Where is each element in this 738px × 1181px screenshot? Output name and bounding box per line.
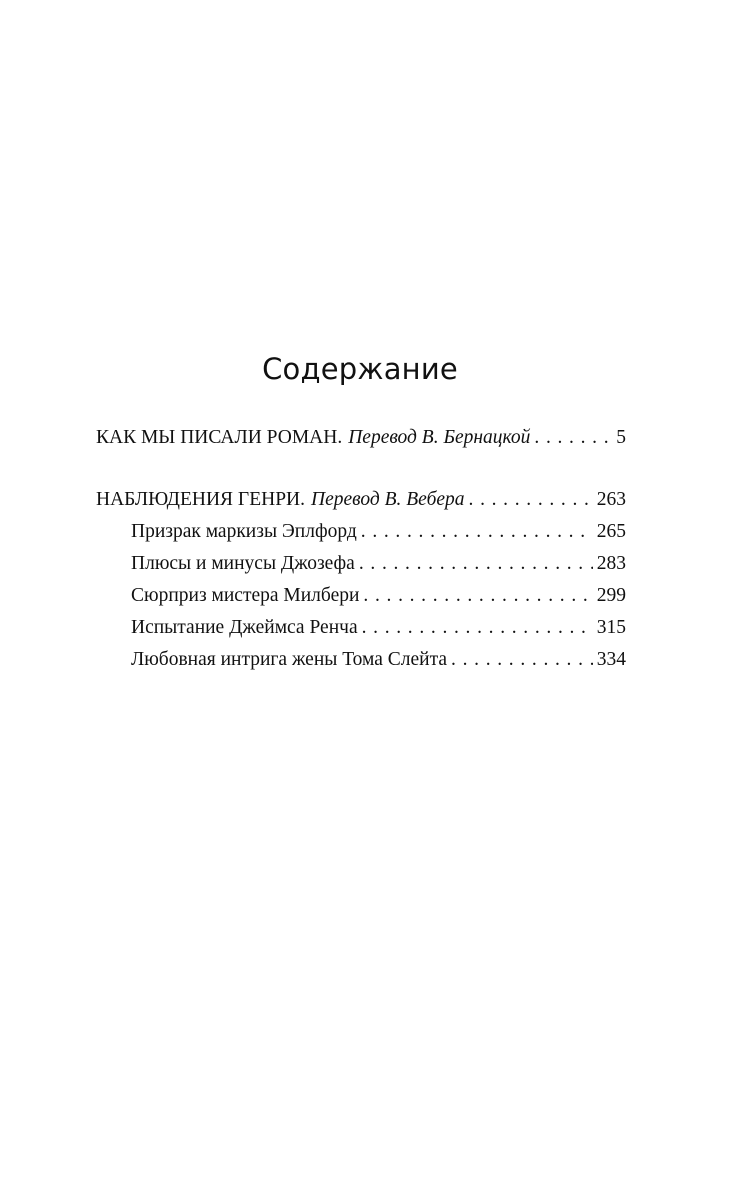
page-number: 315: [596, 617, 626, 638]
entry-title: Сюрприз мистера Милбери: [131, 585, 360, 606]
dot-leader: [469, 484, 593, 516]
page-number: 299: [596, 585, 626, 606]
table-of-contents: [96, 422, 626, 676]
dot-leader: [361, 516, 593, 548]
page-title: Содержание: [262, 352, 458, 386]
toc-subentry: [96, 580, 626, 612]
entry-title: Призрак маркизы Эплфорд: [131, 521, 357, 542]
toc-subentry: [96, 644, 626, 676]
toc-subentry: [96, 516, 626, 548]
dot-leader: [359, 548, 593, 580]
page-number: 334: [596, 649, 626, 670]
page-number: 283: [596, 553, 626, 574]
toc-subentry: [96, 612, 626, 644]
entry-title: НАБЛЮДЕНИЯ ГЕНРИ.: [96, 489, 306, 510]
toc-entry: [96, 484, 626, 516]
page-number: 5: [616, 427, 626, 448]
dot-leader: [451, 644, 593, 676]
entry-title: Испытание Джеймса Ренча: [131, 617, 358, 638]
dot-leader: [362, 612, 593, 644]
dot-leader: [363, 580, 592, 612]
dot-leader: [534, 422, 612, 454]
entry-translator: Перевод В. Вебера: [311, 489, 465, 510]
toc-subentry: [96, 548, 626, 580]
entry-translator: Перевод В. Бернацкой: [348, 427, 531, 448]
page-number: 263: [596, 489, 626, 510]
entry-title: Плюсы и минусы Джозефа: [131, 553, 355, 574]
entry-title: КАК МЫ ПИСАЛИ РОМАН.: [96, 427, 343, 448]
entry-title: Любовная интрига жены Тома Слейта: [131, 649, 448, 670]
page-number: 265: [596, 521, 626, 542]
toc-entry: [96, 422, 626, 454]
